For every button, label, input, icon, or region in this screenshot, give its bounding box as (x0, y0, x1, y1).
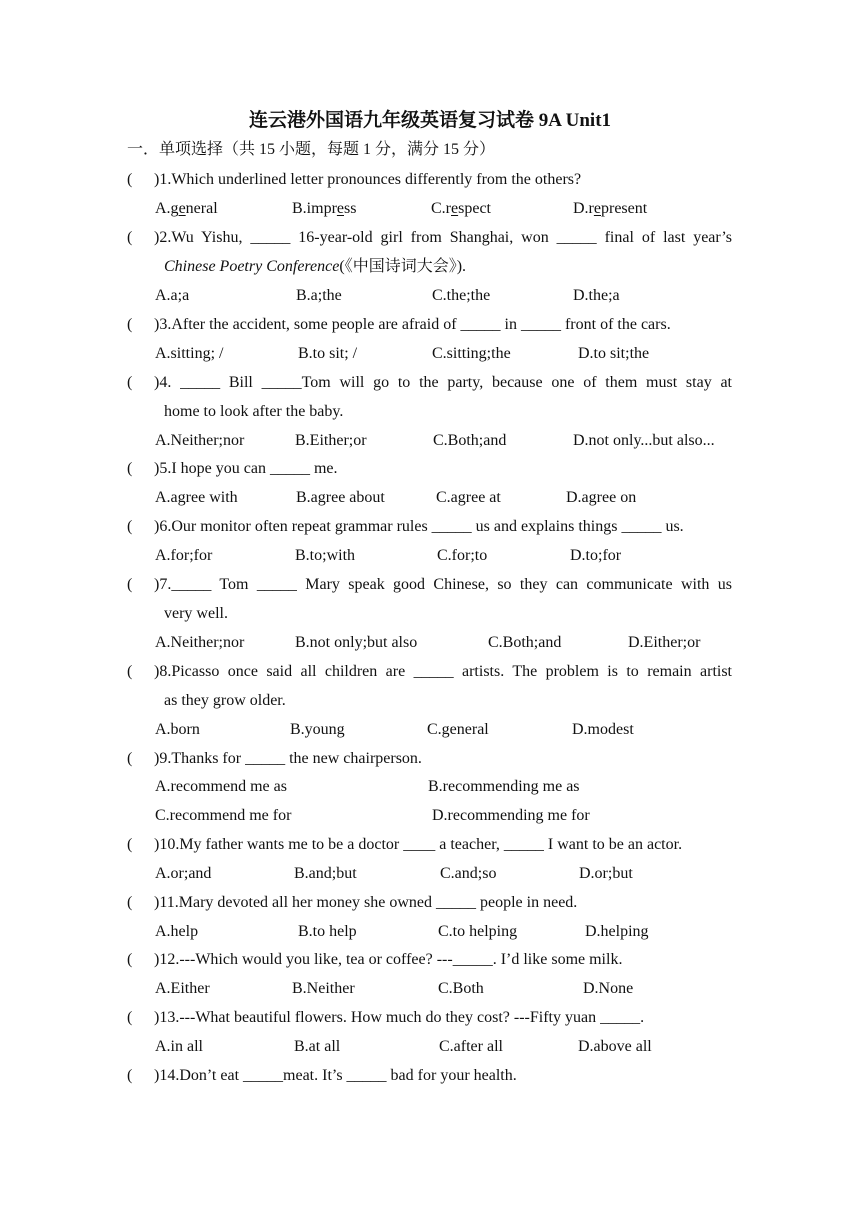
options-13 (127, 1035, 732, 1059)
answer-paren: ( (127, 951, 133, 968)
option-c: C.Both;and (433, 432, 507, 449)
option-d: D.not only...but also... (573, 432, 715, 449)
option-b: B.to;with (295, 547, 356, 564)
answer-paren: ( (127, 1009, 133, 1026)
question-stem: )4. _____ Bill _____Tom will go to the party, because one of them must stay at (154, 374, 732, 391)
question-stem: )14.Don’t eat _____meat. It’s _____ bad for your health. (154, 1067, 517, 1084)
option-b: B.to help (298, 923, 357, 940)
option-c: C.recommend me for (155, 807, 292, 824)
question-13 (127, 1006, 732, 1030)
answer-paren: ( (127, 316, 133, 333)
question-stem: )6.Our monitor often repeat grammar rules _____ us and explains things _____ us. (154, 518, 684, 535)
option-b: B.young (290, 721, 345, 738)
question-stem: )8.Picasso once said all children are _____ artists. The problem is to remain artist (154, 663, 732, 680)
question-9 (127, 747, 732, 771)
question-stem: )13.---What beautiful flowers. How much do they cost? ---Fifty yuan _____. (154, 1009, 645, 1026)
question-stem: )3.After the accident, some people are afraid of _____ in _____ front of the cars. (154, 316, 671, 333)
options-11 (127, 920, 732, 944)
option-b: B.a;the (296, 287, 342, 304)
option-c: C.respect (431, 200, 491, 217)
option-a: A.Neither;nor (155, 432, 245, 449)
option-a: A.sitting; / (155, 345, 224, 362)
page-title: 连云港外国语九年级英语复习试卷 9A Unit1 (248, 110, 612, 131)
question-10 (127, 833, 732, 857)
option-b: B.not only;but also (295, 634, 418, 651)
option-c: C.and;so (440, 865, 497, 882)
question-3 (127, 313, 732, 337)
option-c: C.after all (439, 1038, 503, 1055)
options-10 (127, 862, 732, 886)
question-stem-continued: Chinese Poetry Conference(《中国诗词大会》). (164, 258, 467, 275)
options-6 (127, 544, 732, 568)
option-d: D.None (583, 980, 634, 997)
question-stem: )7._____ Tom _____ Mary speak good Chinese, so they can communicate with us (154, 576, 732, 593)
option-a: A.help (155, 923, 199, 940)
answer-paren: ( (127, 518, 133, 535)
answer-paren: ( (127, 750, 133, 767)
option-d: D.or;but (579, 865, 633, 882)
option-b: B.at all (294, 1038, 341, 1055)
question-stem-continued: home to look after the baby. (164, 403, 344, 420)
options-2 (127, 284, 732, 308)
answer-paren: ( (127, 229, 133, 246)
question-stem-continued: as they grow older. (164, 692, 286, 709)
question-stem: )12.---Which would you like, tea or coffee? ---_____. I’d like some milk. (154, 951, 623, 968)
option-c: C.Both;and (488, 634, 562, 651)
option-b: B.and;but (294, 865, 357, 882)
question-6 (127, 515, 732, 539)
answer-paren: ( (127, 663, 133, 680)
option-d: D.agree on (566, 489, 637, 506)
question-stem: )9.Thanks for _____ the new chairperson. (154, 750, 422, 767)
question-11 (127, 891, 732, 915)
option-a: A.general (155, 200, 218, 217)
answer-paren: ( (127, 894, 133, 911)
option-c: C.agree at (436, 489, 501, 506)
option-b: B.impress (292, 200, 357, 217)
option-d: D.represent (573, 200, 648, 217)
question-stem-continued: very well. (164, 605, 228, 622)
options-9a (127, 775, 732, 799)
answer-paren: ( (127, 836, 133, 853)
answer-paren: ( (127, 171, 133, 188)
option-b: B.agree about (296, 489, 385, 506)
question-7 (127, 573, 732, 597)
options-4 (127, 429, 732, 453)
question-12 (127, 948, 732, 972)
question-stem: )1.Which underlined letter pronounces differently from the others? (154, 171, 582, 188)
option-d: D.recommending me for (432, 807, 590, 824)
option-a: A.Neither;nor (155, 634, 245, 651)
option-c: C.to helping (438, 923, 518, 940)
options-1 (127, 197, 732, 221)
options-7 (127, 631, 732, 655)
question-5 (127, 457, 732, 481)
option-b: B.recommending me as (428, 778, 580, 795)
option-a: A.or;and (155, 865, 212, 882)
question-4-continued (127, 400, 732, 424)
option-d: D.the;a (573, 287, 620, 304)
answer-paren: ( (127, 1067, 133, 1084)
question-8 (127, 660, 732, 684)
question-7-continued (127, 602, 732, 626)
question-2-continued (127, 255, 732, 279)
option-a: A.for;for (155, 547, 213, 564)
options-9b (127, 804, 732, 828)
options-12 (127, 977, 732, 1001)
option-c: C.for;to (437, 547, 488, 564)
question-4 (127, 371, 732, 395)
option-a: A.born (155, 721, 200, 738)
option-d: D.to sit;the (578, 345, 650, 362)
options-8 (127, 718, 732, 742)
option-c: C.general (427, 721, 489, 738)
option-c: C.the;the (432, 287, 491, 304)
option-d: D.above all (578, 1038, 652, 1055)
option-d: D.modest (572, 721, 634, 738)
option-d: D.Either;or (628, 634, 701, 651)
question-stem: )11.Mary devoted all her money she owned _____ people in need. (154, 894, 578, 911)
question-stem: )2.Wu Yishu, _____ 16-year-old girl from Shanghai, won _____ final of last year’s (154, 229, 732, 246)
options-3 (127, 342, 732, 366)
option-c: C.Both (438, 980, 484, 997)
section-heading: 一．单项选择（共 15 小题，每题 1 分，满分 15 分） (127, 141, 496, 158)
option-b: B.to sit; / (298, 345, 358, 362)
question-stem: )10.My father wants me to be a doctor ____ a teacher, _____ I want to be an actor. (154, 836, 683, 853)
question-14 (127, 1064, 732, 1088)
option-d: D.helping (585, 923, 649, 940)
option-a: A.a;a (155, 287, 190, 304)
answer-paren: ( (127, 576, 133, 593)
option-a: A.recommend me as (155, 778, 287, 795)
option-a: A.Either (155, 980, 210, 997)
question-stem: )5.I hope you can _____ me. (154, 460, 338, 477)
answer-paren: ( (127, 460, 133, 477)
option-d: D.to;for (570, 547, 622, 564)
question-2 (127, 226, 732, 250)
option-b: B.Either;or (295, 432, 367, 449)
options-5 (127, 486, 732, 510)
question-1 (127, 168, 732, 192)
option-a: A.in all (155, 1038, 203, 1055)
option-b: B.Neither (292, 980, 355, 997)
option-c: C.sitting;the (432, 345, 511, 362)
answer-paren: ( (127, 374, 133, 391)
option-a: A.agree with (155, 489, 238, 506)
question-8-continued (127, 689, 732, 713)
